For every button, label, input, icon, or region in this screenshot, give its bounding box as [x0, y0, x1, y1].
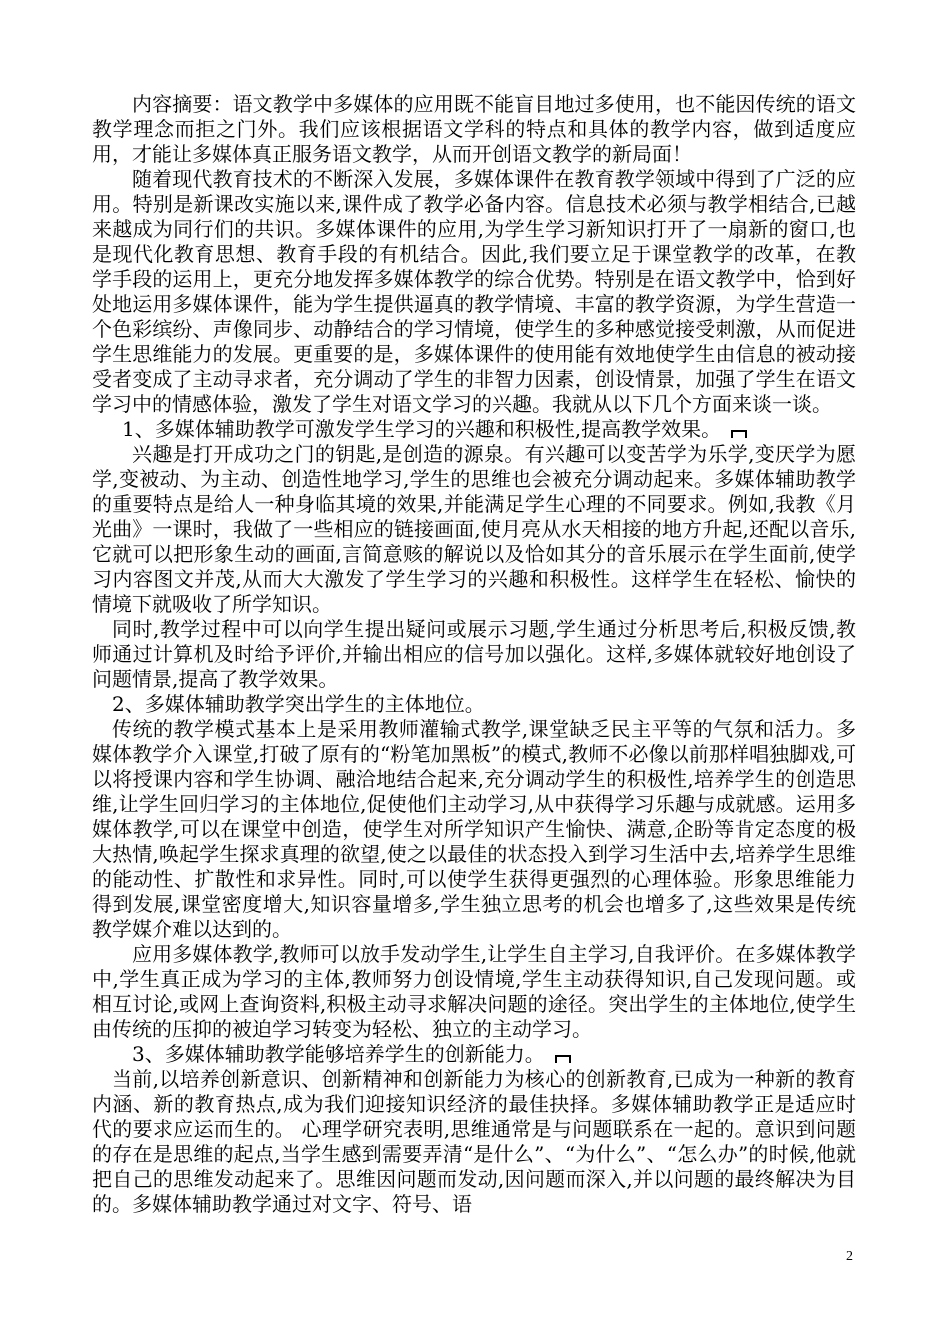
section-heading-1	[92, 417, 856, 442]
paragraph: 传统的教学模式基本上是采用教师灌输式教学,课堂缺乏民主平等的气氛和活力。多媒体教学介入课堂,打破了原有的“粉笔加黑板”的模式,教师不必像以前那样唱独脚戏,可以将授课内容和学生协调、融洽地结合起来,充分调动学生的积极性,培养学生的创造思维,让学生回归学习的主体地位,促使他们主动学习,从中获得学习乐趣与成就感。运用多媒体教学,可以在课堂中创造，使学生对所学知识产生愉快、满意,企盼等肯定态度的极大热情,唤起学生探求真理的欲望,使之以最佳的状态投入到学习生活中去,培养学生思维的能动性、扩散性和求异性。同时,可以使学生获得更强烈的心理体验。形象思维能力得到发展,课堂密度增大,知识容量增多,学生独立思考的机会也增多了,这些效果是传统教学媒介难以达到的。	[92, 717, 856, 941]
paragraph: 同时,教学过程中可以向学生提出疑问或展示习题,学生通过分析思考后,积极反馈,教师通过计算机及时给予评价,并输出相应的信号加以强化。这样,多媒体就较好地创设了问题情景,提高了教学效果。	[92, 617, 856, 691]
section-heading-2: 2、多媒体辅助教学突出学生的主体地位。	[112, 692, 485, 716]
page-number: 2	[846, 1249, 853, 1264]
intro-paragraph: 随着现代教育技术的不断深入发展，多媒体课件在教育教学领域中得到了广泛的应用。特别是新课改实施以来,课件成了教学必备内容。信息技术必须与教学相结合,已越来越成为同行们的共识。多媒体课件的应用,为学生学习新知识打开了一扇新的窗口,也是现代化教育思想、教育手段的有机结合。因此,我们要立足于课堂教学的改革，在教学手段的运用上，更充分地发挥多媒体教学的综合优势。特别是在语文教学中，恰到好处地运用多媒体课件，能为学生提供逼真的教学情境、丰富的教学资源，为学生营造一个色彩缤纷、声像同步、动静结合的学习情境，使学生的多种感觉接受刺激，从而促进学生思维能力的发展。更重要的是，多媒体课件的使用能有效地使学生由信息的被动接受者变成了主动寻求者，充分调动了学生的非智力因素，创设情景，加强了学生在语文学习中的情感体验，激发了学生对语文学习的兴趣。我就从以下几个方面来谈一谈。	[92, 167, 856, 416]
abstract-paragraph: 内容摘要：语文教学中多媒体的应用既不能盲目地过多使用，也不能因传统的语文教学理念而拒之门外。我们应该根据语文学科的特点和具体的教学内容，做到适度应用，才能让多媒体真正服务语文教学，从而开创语文教学的新局面！	[92, 92, 856, 166]
paragraph: 兴趣是打开成功之门的钥匙,是创造的源泉。有兴趣可以变苦学为乐学,变厌学为愿学,变被动、为主动、创造性地学习,学生的思维也会被充分调动起来。多媒体辅助教学的重要特点是给人一种身临其境的效果,并能满足学生心理的不同要求。例如,我教《月光曲》一课时，我做了一些相应的链接画面,使月亮从水天相接的地方升起,还配以音乐,它就可以把形象生动的画面,言简意赅的解说以及恰如其分的音乐展示在学生面前,使学习内容图文并茂,从而大大激发了学生学习的兴趣和积极性。这样学生在轻松、愉快的情境下就吸收了所学知识。	[92, 442, 856, 616]
bookmark-mark-icon	[731, 430, 747, 438]
section-heading-3-text: 3、多媒体辅助教学能够培养学生的创新能力。	[132, 1042, 545, 1066]
section-heading-1-text: 1、多媒体辅助教学可激发学生学习的兴趣和积极性,提高教学效果。	[122, 417, 722, 441]
section-heading-3	[92, 1042, 856, 1067]
bookmark-mark-icon	[555, 1055, 571, 1063]
paragraph: 应用多媒体教学,教师可以放手发动学生,让学生自主学习,自我评价。在多媒体教学中,学生真正成为学习的主体,教师努力创设情境,学生主动获得知识,自己发现问题。或相互讨论,或网上查询资料,积极主动寻求解决问题的途径。突出学生的主体地位,使学生由传统的压抑的被迫学习转变为轻松、独立的主动学习。	[92, 942, 856, 1041]
body-text	[92, 92, 856, 1217]
paragraph: 当前,以培养创新意识、创新精神和创新能力为核心的创新教育,已成为一种新的教育内涵、新的教育热点,成为我们迎接知识经济的最佳抉择。多媒体辅助教学正是适应时代的要求应运而生的。 心理学研究表明,思维通常是与问题联系在一起的。意识到问题的存在是思维的起点,当学生感到需要弄清“是什么”、“为什么”、“怎么办”的时候,他就把自己的思维发动起来了。思维因问题而发动,因问题而深入,并以问题的最终解决为目的。多媒体辅助教学通过对文字、符号、语	[92, 1067, 856, 1216]
